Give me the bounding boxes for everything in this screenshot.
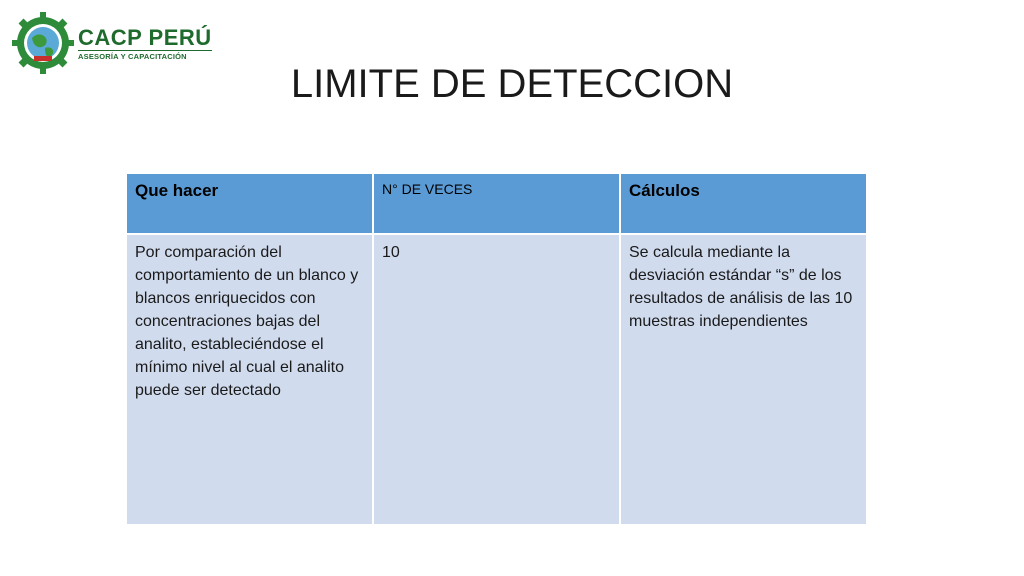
slide-title: LIMITE DE DETECCION [290, 62, 734, 106]
logo-name: CACP PERÚ [78, 24, 212, 50]
cell-calculos: Se calcula mediante la desviación estándar “s” de los resultados de análisis de las 10 muestras independientes [620, 234, 867, 525]
table-row [126, 234, 867, 525]
cell-n-de-veces: 10 [373, 234, 620, 525]
table-header-row [126, 173, 867, 234]
detection-limit-table [125, 172, 868, 526]
header-n-de-veces: N° DE VECES [373, 173, 620, 234]
logo-subtitle: ASESORÍA Y CAPACITACIÓN [78, 50, 212, 61]
header-calculos: Cálculos [620, 173, 867, 234]
header-que-hacer: Que hacer [126, 173, 373, 234]
cell-que-hacer: Por comparación del comportamiento de un blanco y blancos enriquecidos con concentraciones bajas del analito, estableciéndose el mínimo nivel al cual el analito puede ser detectado [126, 234, 373, 525]
